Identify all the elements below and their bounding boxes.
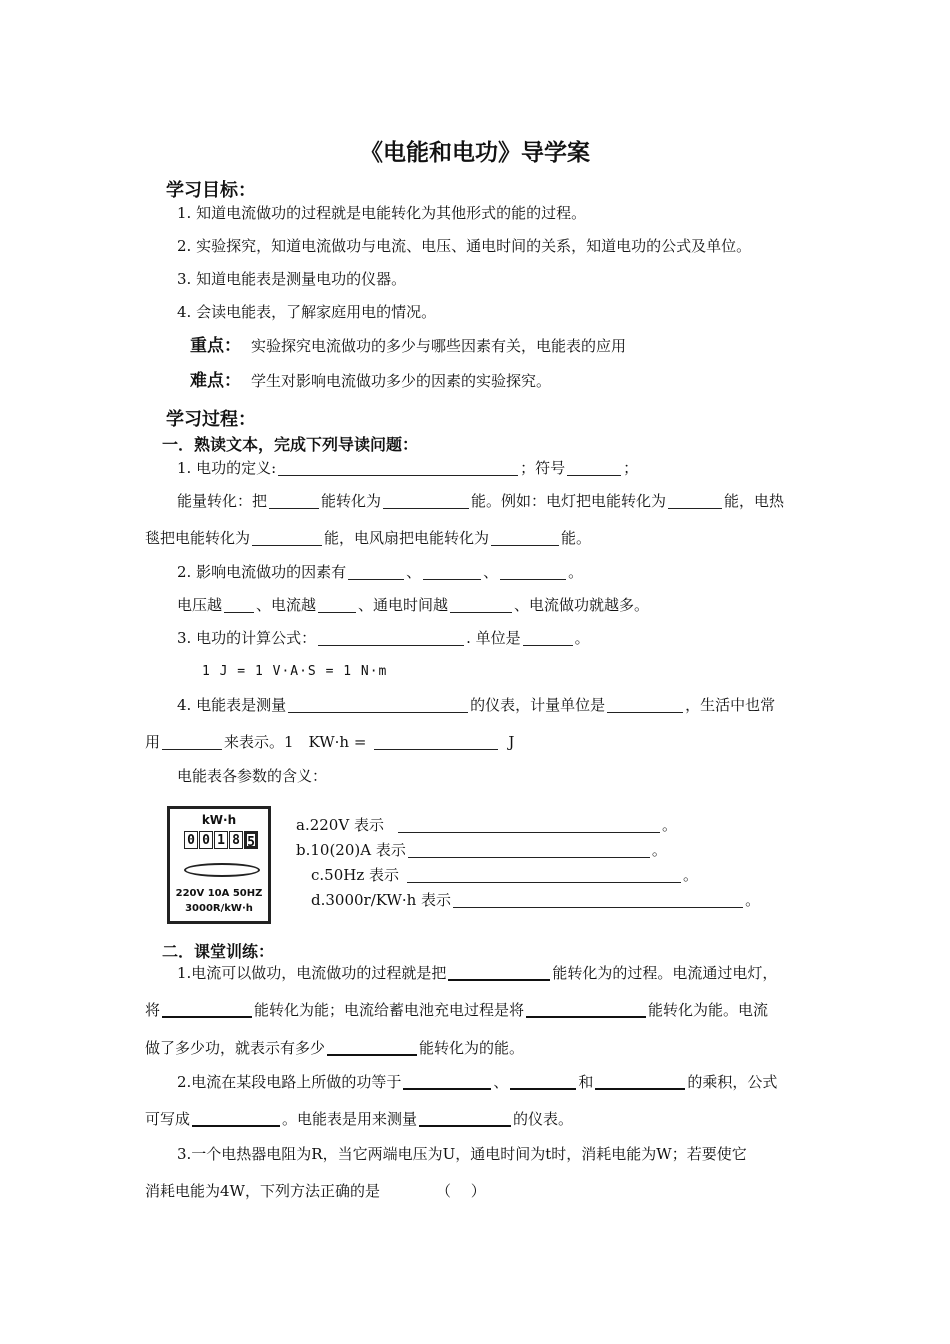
answer-blank[interactable] <box>278 459 518 476</box>
meter-param-d: d.3000r/KW·h 表示 。 <box>311 891 761 909</box>
answer-blank[interactable] <box>500 563 566 580</box>
answer-blank[interactable] <box>668 492 722 509</box>
answer-parentheses[interactable]: （ ） <box>435 1182 486 1200</box>
objectives-heading: 学习目标： <box>166 180 256 201</box>
practice-2-line-2: 可写成 。电能表是用来测量 的仪表。 <box>145 1110 574 1128</box>
practice-1-line-1: 1.电流可以做功，电流做功的过程就是把 能转化为的过程。电流通过电灯， <box>177 964 778 982</box>
practice-3-line-2: 消耗电能为4W，下列方法正确的是 （ ） <box>145 1182 486 1200</box>
meter-param-a: a.220V 表示 。 <box>296 816 677 834</box>
meter-digit: 0 <box>184 831 198 849</box>
practice-3-line-1: 3.一个电热器电阻为R，当它两端电压为U，通电时间为t时，消耗电能为W；若要使它 <box>177 1145 747 1163</box>
answer-blank[interactable] <box>510 1072 576 1090</box>
answer-blank[interactable] <box>327 1038 417 1056</box>
question-1-line-3: 毯把电能转化为 能，电风扇把电能转化为 能。 <box>145 529 592 547</box>
key-point <box>190 336 626 356</box>
answer-blank[interactable] <box>423 563 481 580</box>
answer-blank[interactable] <box>374 733 498 750</box>
answer-blank[interactable] <box>288 696 468 713</box>
key-label: 重点： <box>190 336 241 356</box>
question-4-line-1: 4. 电能表是测量 的仪表，计量单位是 ，生活中也常 <box>177 696 776 714</box>
page-title: 《电能和电功》导学案 <box>360 140 590 166</box>
objective-item: 1. 知道电流做功的过程就是电能转化为其他形式的能的过程。 <box>177 204 587 222</box>
answer-blank[interactable] <box>269 492 319 509</box>
meter-digit: 5 <box>244 831 258 849</box>
section1-heading: 一．熟读文本，完成下列导读问题： <box>162 435 419 454</box>
question-1-line-2: 能量转化：把 能转化为 能。例如：电灯把电能转化为 能，电热 <box>177 492 785 510</box>
practice-heading: 二．课堂训练： <box>162 942 275 961</box>
unit-equation: 1 J = 1 V·A·S = 1 N·m <box>202 664 388 679</box>
question-4-line-2: 用 来表示。1 KW·h = J <box>145 733 515 751</box>
objective-item: 2. 实验探究，知道电流做功与电流、电压、通电时间的关系，知道电功的公式及单位。 <box>177 237 752 255</box>
answer-blank[interactable] <box>383 492 469 509</box>
answer-blank[interactable] <box>318 596 356 613</box>
answer-blank[interactable] <box>491 529 559 546</box>
difficult-label: 难点： <box>190 371 241 391</box>
meter-param-b: b.10(20)A 表示 。 <box>296 841 667 859</box>
question-2-line-2: 电压越 、电流越 、通电时间越 、电流做功就越多。 <box>177 596 650 614</box>
answer-blank[interactable] <box>567 459 621 476</box>
difficult-text: 学生对影响电流做功多少的因素的实验探究。 <box>251 372 552 390</box>
answer-blank[interactable] <box>419 1109 511 1127</box>
electric-meter-figure <box>167 806 271 924</box>
objective-item: 3. 知道电能表是测量电功的仪器。 <box>177 270 407 288</box>
meter-spec: 3000R/kW·h <box>185 903 253 914</box>
answer-blank[interactable] <box>450 596 512 613</box>
answer-blank[interactable] <box>607 696 683 713</box>
answer-blank[interactable] <box>192 1109 280 1127</box>
answer-blank[interactable] <box>523 629 573 646</box>
answer-blank[interactable] <box>398 816 660 833</box>
meter-spec: 220V 10A 50HZ <box>175 888 263 899</box>
answer-blank[interactable] <box>448 963 550 981</box>
answer-blank[interactable] <box>408 841 650 858</box>
answer-blank[interactable] <box>348 563 404 580</box>
key-text: 实验探究电流做功的多少与哪些因素有关，电能表的应用 <box>251 337 627 355</box>
answer-blank[interactable] <box>595 1072 685 1090</box>
objective-item: 4. 会读电能表，了解家庭用电的情况。 <box>177 303 437 321</box>
practice-1-line-2: 将 能转化为能；电流给蓄电池充电过程是将 能转化为能。电流 <box>145 1001 769 1019</box>
difficult-point <box>190 371 551 391</box>
meter-unit: kW·h <box>201 813 237 827</box>
meter-param-c: c.50Hz 表示 。 <box>311 866 699 884</box>
process-heading: 学习过程： <box>166 409 256 430</box>
practice-1-line-3: 做了多少功，就表示有多少 能转化为的能。 <box>145 1039 525 1057</box>
question-1-line-1: 1. 电功的定义: ；符号 ； <box>177 459 639 477</box>
meter-disc <box>184 863 260 877</box>
answer-blank[interactable] <box>224 596 254 613</box>
answer-blank[interactable] <box>407 866 681 883</box>
meter-digit: 1 <box>214 831 228 849</box>
answer-blank[interactable] <box>162 733 222 750</box>
answer-blank[interactable] <box>318 629 464 646</box>
meter-digits <box>184 831 259 849</box>
answer-blank[interactable] <box>526 1000 646 1018</box>
answer-blank[interactable] <box>162 1000 252 1018</box>
question-2-line-1: 2. 影响电流做功的因素有 、 、 。 <box>177 563 584 581</box>
answer-blank[interactable] <box>403 1072 491 1090</box>
answer-blank[interactable] <box>252 529 322 546</box>
meter-digit: 0 <box>199 831 213 849</box>
practice-2-line-1: 2.电流在某段电路上所做的功等于 、 和 的乘积，公式 <box>177 1073 778 1091</box>
answer-blank[interactable] <box>453 891 743 908</box>
meter-digit: 8 <box>229 831 243 849</box>
question-3-line-1: 3. 电功的计算公式： . 单位是 。 <box>177 629 590 647</box>
meter-params-intro: 电能表各参数的含义： <box>177 767 328 785</box>
